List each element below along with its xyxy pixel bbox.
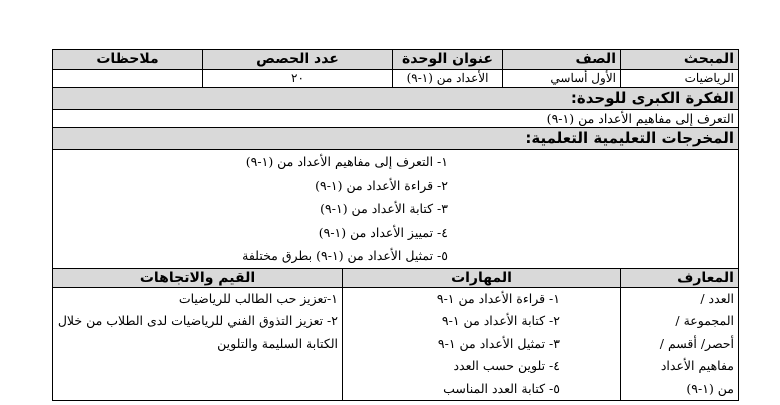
outcome-item: ٥- تمثيل الأعداد من (١-٩) بطرق مختلفة — [242, 248, 448, 263]
knowledge-item: مفاهيم الأعداد — [660, 358, 734, 373]
skill-item: ٢- كتابة الأعداد من ١-٩ — [441, 313, 560, 328]
big-idea-text: التعرف إلى مفاهيم الأعداد من (١-٩) — [53, 110, 739, 128]
header-subject: المبحث — [621, 50, 739, 70]
clipped-title-fragment — [300, 0, 500, 8]
skill-item: ٤- تلوين حسب العدد — [453, 358, 560, 373]
header-periods: عدد الحصص — [203, 50, 393, 70]
big-idea-title-row — [53, 88, 739, 110]
skill-item: ٣- تمثيل الأعداد من ١-٩ — [437, 335, 560, 351]
skill-item: ١- قراءة الأعداد من ١-٩ — [436, 290, 560, 306]
outcomes-list — [53, 150, 739, 269]
info-periods: ٢٠ — [203, 70, 393, 88]
value-item: ٢- تعزيز التذوق الفني للرياضيات لدى الطلاب من خلال الكتابة السليمة والتلوين — [57, 313, 338, 351]
header-unit-title: عنوان الوحدة — [393, 50, 503, 70]
outcomes-title-row — [53, 128, 739, 150]
knowledge-item: أحصر/ أقسم / — [659, 335, 734, 351]
info-subject: الرياضيات — [621, 70, 739, 88]
value-item: ١-تعزيز حب الطالب للرياضيات — [178, 290, 338, 306]
header-grade: الصف — [503, 50, 621, 70]
skills-list — [343, 287, 621, 401]
info-notes — [53, 70, 203, 88]
knowledge-item: من (١-٩) — [686, 380, 734, 396]
knowledge-item: المجموعة / — [675, 313, 734, 328]
bottom-content-row — [53, 287, 739, 401]
lesson-plan-table — [52, 49, 739, 401]
big-idea-title: الفكرة الكبرى للوحدة: — [53, 88, 739, 110]
header-skills: المهارات — [343, 268, 621, 287]
outcome-item: ٣- كتابة الأعداد من (١-٩) — [320, 201, 448, 216]
outcomes-list-row — [53, 150, 739, 269]
values-list — [53, 287, 343, 401]
header-row — [53, 50, 739, 70]
outcome-item: ٢- قراءة الأعداد من (١-٩) — [315, 177, 448, 193]
skill-item: ٥- كتابة العدد المناسب — [443, 380, 560, 396]
info-grade: الأول أساسي — [503, 70, 621, 88]
bottom-header-row — [53, 268, 739, 287]
big-idea-text-row — [53, 110, 739, 128]
knowledge-list — [621, 287, 739, 401]
outcomes-title: المخرجات التعليمية التعلمية: — [53, 128, 739, 150]
outcome-item: ٤- تمييز الأعداد من (١-٩) — [318, 224, 448, 240]
header-notes: ملاحظات — [53, 50, 203, 70]
header-values: القيم والاتجاهات — [53, 268, 343, 287]
info-unit-title: الأعداد من (١-٩) — [393, 70, 503, 88]
outcome-item: ١- التعرف إلى مفاهيم الأعداد من (١-٩) — [245, 154, 448, 169]
knowledge-item: العدد / — [700, 290, 734, 306]
header-knowledge: المعارف — [621, 268, 739, 287]
info-row — [53, 70, 739, 88]
